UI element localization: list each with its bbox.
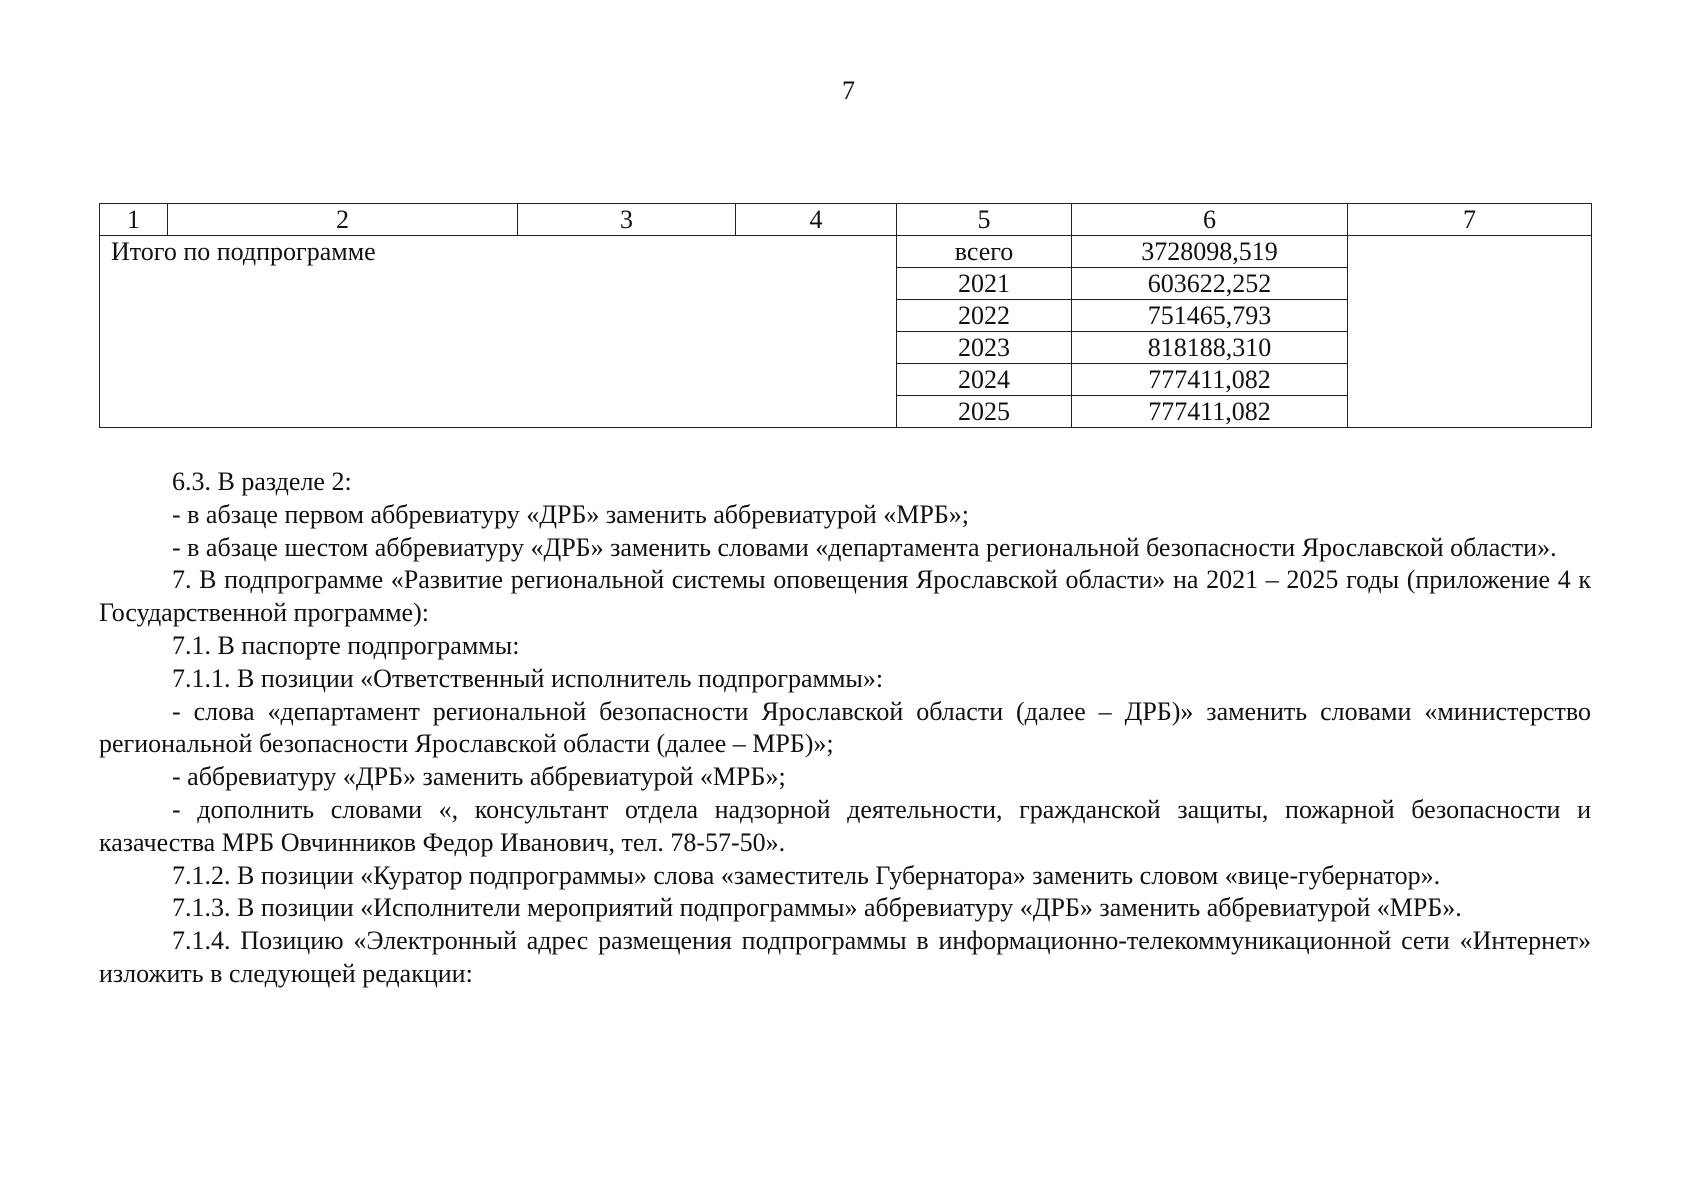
period-cell: 2023 (897, 332, 1072, 364)
amount-cell: 777411,082 (1072, 396, 1348, 428)
period-cell: 2025 (897, 396, 1072, 428)
amount-cell: 818188,310 (1072, 332, 1348, 364)
column-number-4: 4 (736, 204, 897, 236)
subprogram-totals-table (99, 203, 1592, 428)
period-cell: всего (897, 236, 1072, 268)
amount-cell: 603622,252 (1072, 268, 1348, 300)
paragraph-7-1-3: 7.1.3. В позиции «Исполнители мероприятий подпрограммы» аббревиатуру «ДРБ» заменить аббревиатурой «МРБ». (172, 893, 1462, 923)
column-number-6: 6 (1072, 204, 1348, 236)
paragraph-item: - аббревиатуру «ДРБ» заменить аббревиатурой «МРБ»; (172, 762, 786, 792)
total-label: Итого по подпрограмме (100, 236, 897, 428)
column-number-2: 2 (168, 204, 518, 236)
period-cell: 2024 (897, 364, 1072, 396)
paragraph-item: - в абзаце шестом аббревиатуру «ДРБ» заменить словами «департамента региональной безопасности Ярославской области». (172, 532, 1557, 562)
amount-cell: 3728098,519 (1072, 236, 1348, 268)
column-number-5: 5 (897, 204, 1072, 236)
paragraph-7-1: 7.1. В паспорте подпрограммы: (172, 630, 520, 660)
column-number-3: 3 (518, 204, 736, 236)
paragraph-7: 7. В подпрограмме «Развитие региональной системы оповещения Ярославской области» на 2021 – 2025 годы (приложение 4 к Государственной программе): (99, 565, 1591, 628)
period-cell: 2021 (897, 268, 1072, 300)
amount-cell: 777411,082 (1072, 364, 1348, 396)
page-number: 7 (842, 76, 855, 105)
paragraph-item: - в абзаце первом аббревиатуру «ДРБ» заменить аббревиатурой «МРБ»; (172, 499, 969, 529)
table-row (100, 236, 1592, 268)
paragraph-item: - слова «департамент региональной безопасности Ярославской области (далее – ДРБ)» заменить словами «министерство региональной безопасности Ярославской области (далее – МРБ)»; (99, 696, 1591, 759)
paragraph-7-1-4: 7.1.4. Позицию «Электронный адрес размещения подпрограммы в информационно-телекоммуникационной сети «Интернет» изложить в следующей редакции: (99, 926, 1591, 988)
table-header-row (100, 204, 1592, 236)
amount-cell: 751465,793 (1072, 300, 1348, 332)
period-cell: 2022 (897, 300, 1072, 332)
paragraph-7-1-2: 7.1.2. В позиции «Куратор подпрограммы» слова «заместитель Губернатора» заменить словом «вице-губернатор». (172, 860, 1441, 890)
paragraph-item: - дополнить словами «, консультант отдела надзорной деятельности, гражданской защиты, пожарной безопасности и казачества МРБ Овчинников Федор Иванович, тел. 78-57-50». (99, 794, 1591, 857)
paragraph-7-1-1: 7.1.1. В позиции «Ответственный исполнитель подпрограммы»: (172, 663, 884, 693)
column-number-7: 7 (1348, 204, 1592, 236)
paragraph-6-3: 6.3. В разделе 2: (172, 467, 352, 496)
column-number-1: 1 (100, 204, 168, 236)
document-body (99, 466, 1591, 991)
empty-cell (1348, 236, 1592, 428)
